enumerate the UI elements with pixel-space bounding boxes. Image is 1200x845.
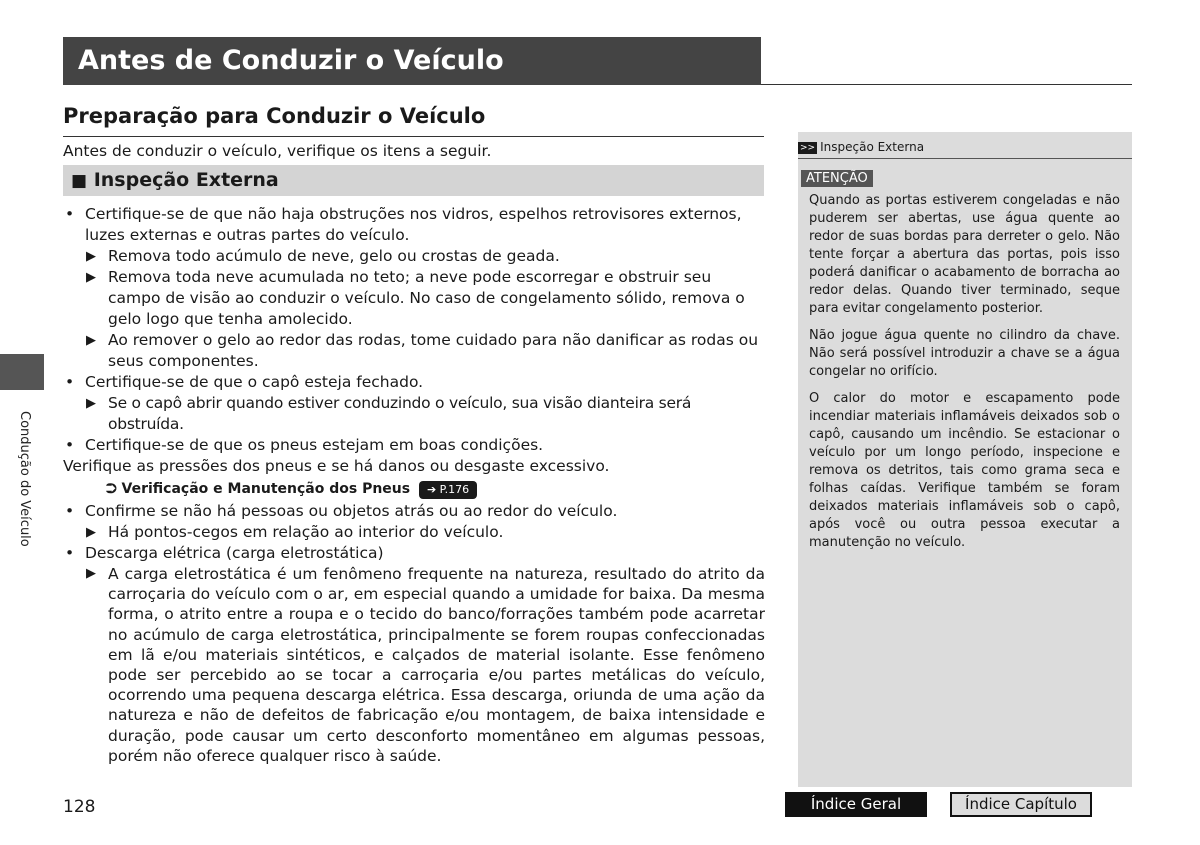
warning-badge: ATENÇÃO xyxy=(801,170,873,187)
bullet-icon: • xyxy=(65,373,75,391)
arrow-icon: ▶ xyxy=(86,249,96,264)
arrow-icon: ▶ xyxy=(86,333,96,348)
reference-icon: ⮊ xyxy=(106,481,117,497)
item-text: Confirme se não há pessoas ou objetos atrás ou ao redor do veículo. xyxy=(85,502,618,520)
bullet-icon: • xyxy=(65,436,75,454)
bullet-icon: • xyxy=(65,205,75,223)
chapter-tab-label: Condução do Veículo xyxy=(17,411,32,547)
item-text: Se o capô abrir quando estiver conduzindo o veículo, sua visão dianteira será obstruída. xyxy=(108,394,692,433)
sidebar-paragraph: Quando as portas estiverem congeladas e não puderem ser abertas, use água quente ao redor de suas bordas para derreter o gelo. Não tente forçar a abertura das portas, pois isso poderá danificar o acabamento de borracha ao redor delas. Quando tiver terminado, seque para evitar congelamento posterior. xyxy=(809,193,1120,316)
general-index-button[interactable]: Índice Geral xyxy=(785,792,927,817)
bullet-icon: • xyxy=(65,502,75,520)
page-reference-button[interactable]: ➔ P.176 xyxy=(419,481,477,499)
sub-item xyxy=(63,267,765,330)
reference-text[interactable]: Verificação e Manutenção dos Pneus xyxy=(121,481,411,497)
list-item xyxy=(63,543,765,564)
sub-item xyxy=(63,564,765,766)
list-item xyxy=(63,204,765,246)
sidebar-header xyxy=(798,136,1132,158)
sidebar-text xyxy=(809,192,1120,561)
cross-reference[interactable] xyxy=(63,477,765,501)
sidebar-panel xyxy=(798,132,1132,787)
sidebar-header-label: Inspeção Externa xyxy=(820,140,925,154)
arrow-icon: ▶ xyxy=(86,566,96,581)
arrow-icon: ▶ xyxy=(86,396,96,411)
chapter-title: Antes de Conduzir o Veículo xyxy=(78,45,504,76)
section-rule xyxy=(63,136,764,137)
double-chevron-icon: >> xyxy=(800,143,816,153)
sub-item xyxy=(63,393,765,435)
list-item xyxy=(63,435,765,456)
sidebar-rule xyxy=(798,158,1132,159)
sidebar-paragraph: Não jogue água quente no cilindro da chave. Não será possível introduzir a chave se a água congelar no orifício. xyxy=(809,328,1120,379)
sidebar-paragraph: O calor do motor e escapamento pode incendiar materiais inflamáveis deixados sob o capô, causando um incêndio. Se estacionar o veículo por um longo período, inspecione e remova os detritos, tais como grama seca e folhas caídas. Verifique também se foram deixados materiais inflamáveis sob o capô, após você ou outra pessoa executar a manutenção no veículo. xyxy=(809,391,1120,550)
bullet-icon: • xyxy=(65,544,75,562)
page-number: 128 xyxy=(63,797,96,817)
body-text xyxy=(63,204,765,766)
list-item xyxy=(63,372,765,393)
subsection-header xyxy=(63,165,764,196)
item-text: A carga eletrostática é um fenômeno frequente na natureza, resultado do atrito da carroçaria do veículo com o ar, em especial quando a umidade for baixa. Da mesma forma, o atrito entre a roupa e o tecido do banco/forrações também pode acarretar no acúmulo de carga eletrostática, principalmente se forem roupas confeccionadas em lã e/ou materiais sintéticos, e calçados de material isolante. Esse fenômeno pode ser percebido ao se tocar a carroçaria e/ou partes metálicas do veículo, ocorrendo uma pequena descarga elétrica. Essa descarga, oriunda de uma ação da natureza e não de defeitos de fabricação e/ou montagem, de baixa intensidade e duração, pode causar um certo desconforto momentâneo em algumas pessoas, porém não oferece qualquer risco à saúde. xyxy=(108,565,765,765)
item-text: Remova toda neve acumulada no teto; a neve pode escorregar e obstruir seu campo de visão ao conduzir o veículo. No caso de congelamento sólido, remova o gelo logo que tenha amolecido. xyxy=(108,268,745,328)
item-text: Ao remover o gelo ao redor das rodas, tome cuidado para não danificar as rodas ou seus componentes. xyxy=(108,331,759,370)
chapter-index-button[interactable]: Índice Capítulo xyxy=(950,792,1092,817)
arrow-icon: ▶ xyxy=(86,525,96,540)
item-text: Certifique-se de que o capô esteja fechado. xyxy=(85,373,424,391)
square-icon: ■ xyxy=(71,171,88,191)
section-intro: Antes de conduzir o veículo, verifique os itens a seguir. xyxy=(63,142,492,160)
section-title: Preparação para Conduzir o Veículo xyxy=(63,104,486,128)
item-text: Certifique-se de que os pneus estejam em boas condições. xyxy=(85,436,544,454)
title-rule xyxy=(761,84,1132,85)
subsection-title: Inspeção Externa xyxy=(93,169,279,191)
item-text: Descarga elétrica (carga eletrostática) xyxy=(85,544,384,562)
list-item xyxy=(63,501,765,522)
chapter-tab-marker xyxy=(0,354,44,390)
sub-item xyxy=(63,246,765,267)
sub-item xyxy=(63,522,765,543)
sub-item xyxy=(63,330,765,372)
arrow-icon: ▶ xyxy=(86,270,96,285)
item-text: Remova todo acúmulo de neve, gelo ou crostas de geada. xyxy=(108,247,560,265)
item-text: Há pontos-cegos em relação ao interior do veículo. xyxy=(108,523,504,541)
item-text: Certifique-se de que não haja obstruções nos vidros, espelhos retrovisores externos, luzes externas e outras partes do veículo. xyxy=(85,205,742,244)
paragraph: Verifique as pressões dos pneus e se há danos ou desgaste excessivo. xyxy=(63,457,610,475)
chapter-title-bar xyxy=(63,37,761,85)
